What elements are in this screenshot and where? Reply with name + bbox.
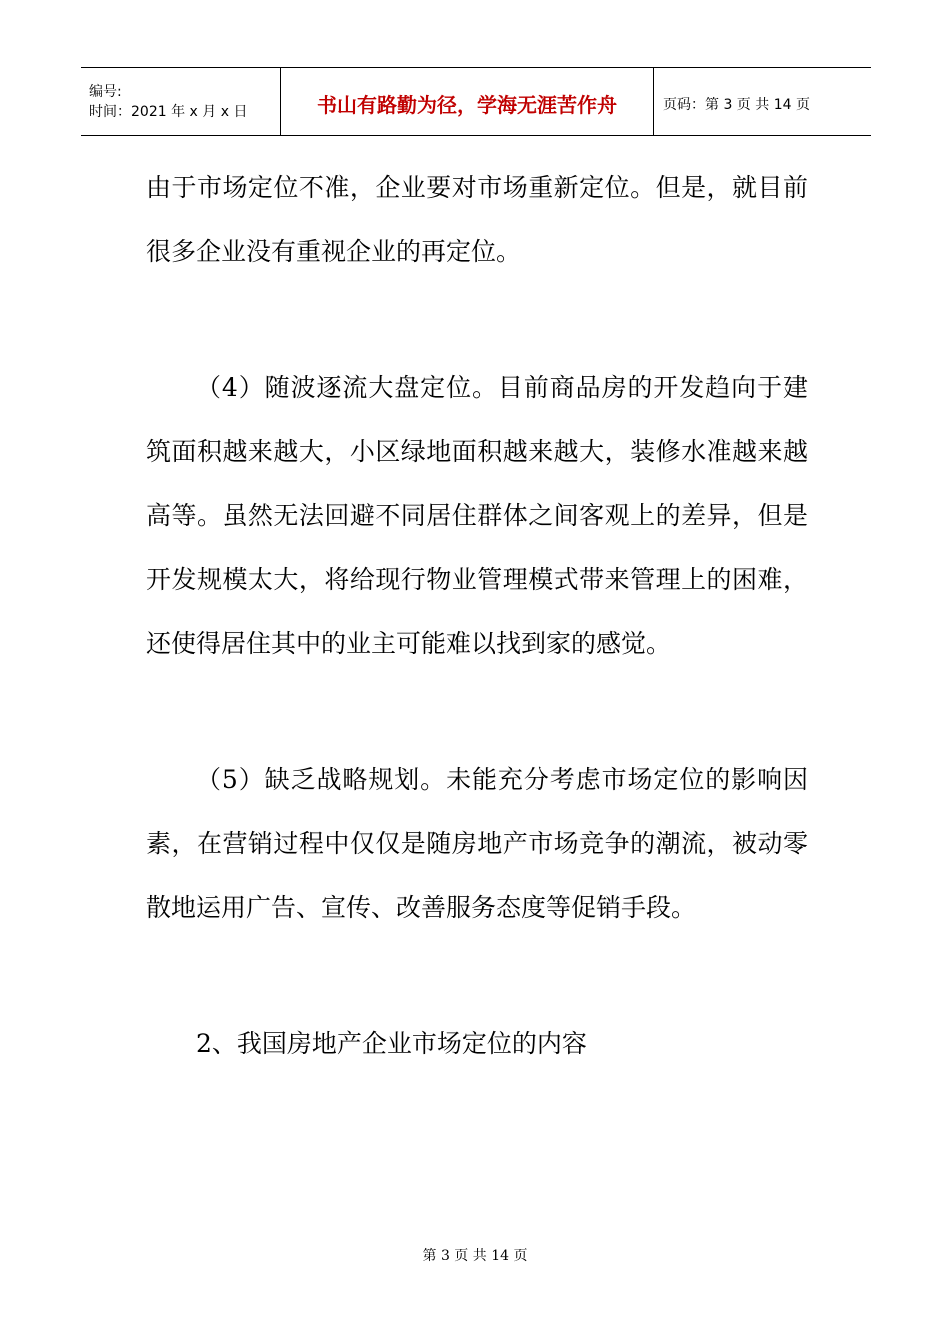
section-heading: 2、我国房地产企业市场定位的内容 [196, 1029, 587, 1058]
page-footer [0, 1245, 950, 1265]
header-motto [281, 68, 654, 135]
header-meta [81, 68, 281, 135]
motto-text: 书山有路勤为径，学海无涯苦作舟 [317, 93, 617, 117]
page-info-text: 页码：第 3 页 共 14 页 [663, 96, 810, 113]
document-body [146, 156, 808, 1076]
body-paragraph: （4）随波逐流大盘定位。目前商品房的开发趋向于建筑面积越来越大，小区绿地面积越来越大，装修水准越来越高等。虽然无法回避不同居住群体之间客观上的差异，但是开发规模太大，将给现行物业管理模式带来管理上的困难，还使得居住其中的业主可能难以找到家的感觉。 [146, 373, 808, 658]
header-page-info [654, 68, 871, 135]
footer-page-number: 第 3 页 共 14 页 [422, 1248, 528, 1264]
document-date: 时间：2021 年 x 月 x 日 [89, 103, 248, 120]
body-paragraph: 由于市场定位不准，企业要对市场重新定位。但是，就目前很多企业没有重视企业的再定位。 [146, 173, 808, 266]
body-paragraph: （5）缺乏战略规划。未能充分考虑市场定位的影响因素，在营销过程中仅仅是随房地产市场竞争的潮流，被动零散地运用广告、宣传、改善服务态度等促销手段。 [146, 765, 808, 922]
page-header [81, 67, 871, 136]
document-number-label: 编号: [89, 83, 122, 100]
